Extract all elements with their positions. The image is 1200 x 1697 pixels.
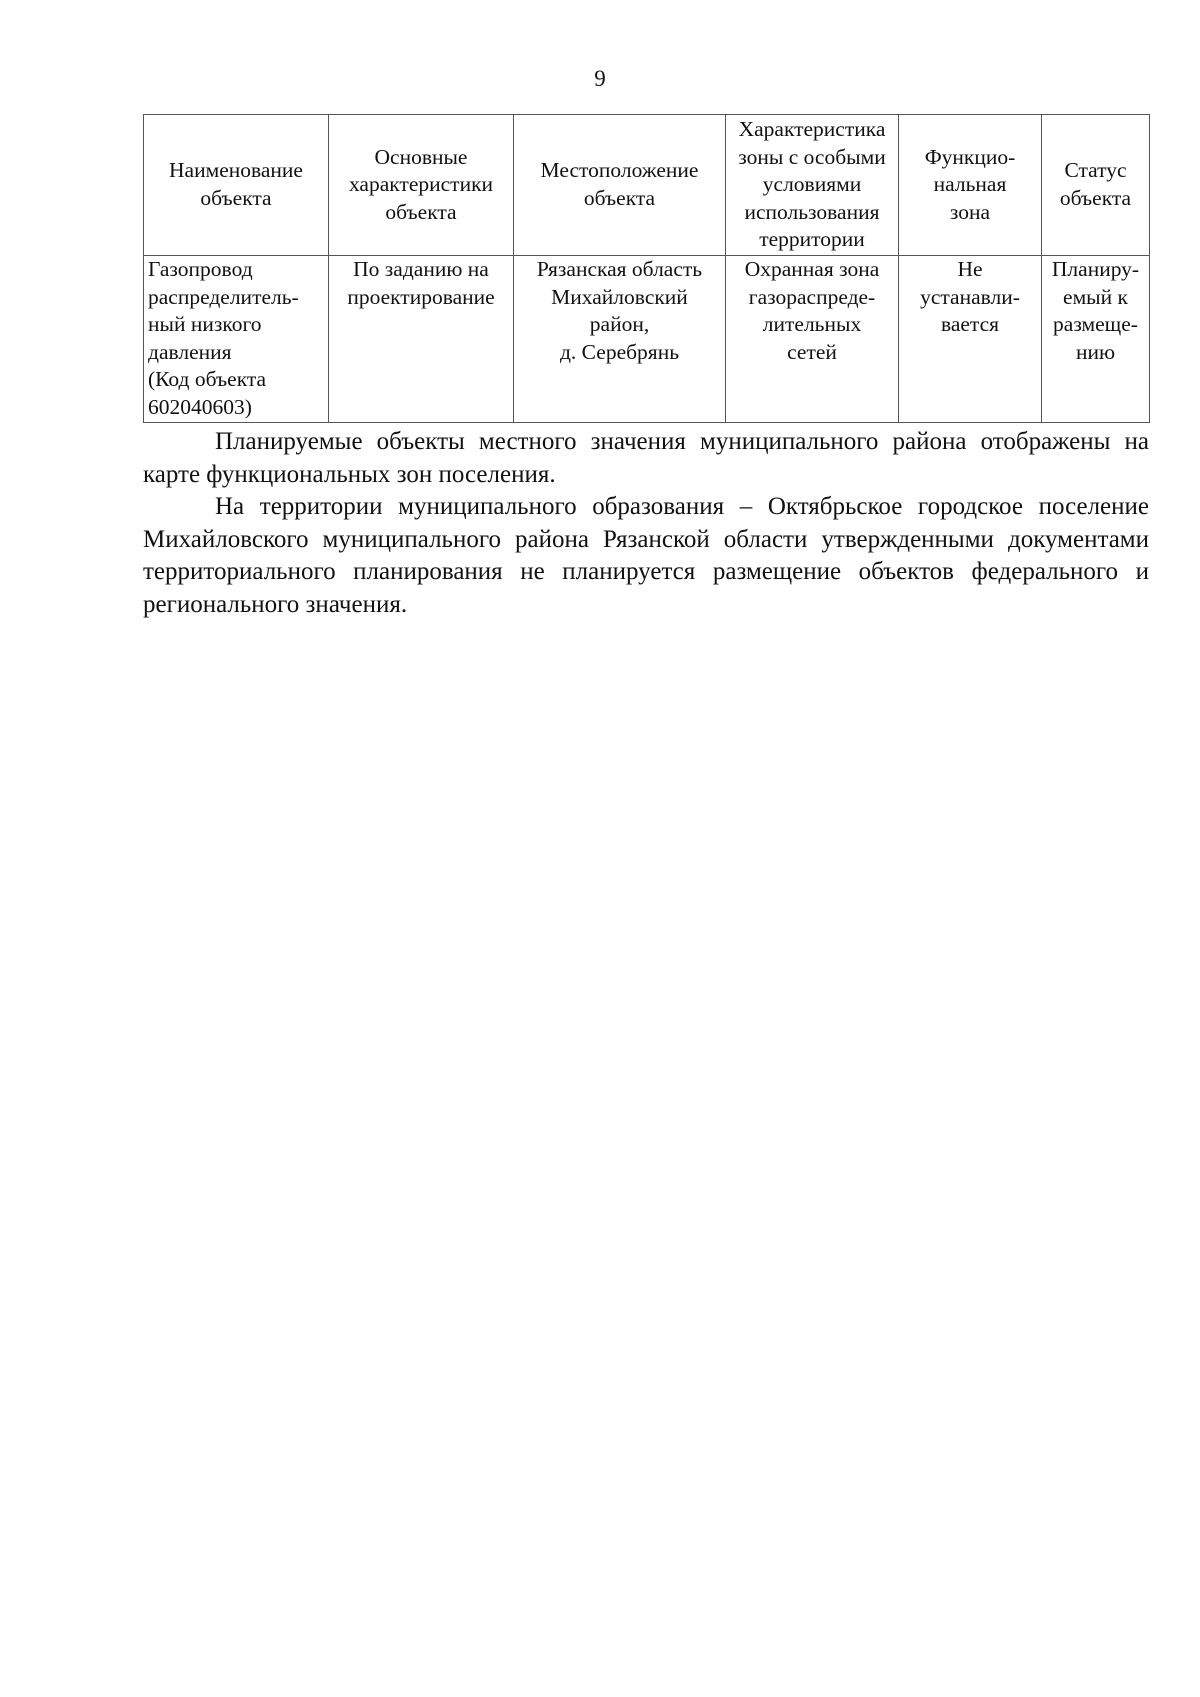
cell-functional-zone: Не устанавли- вается bbox=[899, 256, 1042, 423]
cell-main-characteristics: По заданию на проектирование bbox=[329, 256, 514, 423]
cell-location: Рязанская область Михайловский район, д. Серебрянь bbox=[514, 256, 726, 423]
paragraph-planned-objects: Планируемые объекты местного значения муниципального района отображены на карте функциональных зон поселения. bbox=[143, 428, 1149, 488]
planned-objects-table bbox=[143, 114, 1150, 423]
header-main-characteristics: Основные характеристики объекта bbox=[329, 115, 514, 256]
header-zone-characteristic: Характеристика зоны с особыми условиями использования территории bbox=[726, 115, 899, 256]
header-functional-zone: Функцио- нальная зона bbox=[899, 115, 1042, 256]
table-row bbox=[144, 256, 1150, 423]
header-object-status: Статус объекта bbox=[1042, 115, 1150, 256]
table-header-row bbox=[144, 115, 1150, 256]
cell-zone-characteristic: Охранная зона газораспреде- лительных сетей bbox=[726, 256, 899, 423]
header-object-name: Наименование объекта bbox=[144, 115, 329, 256]
page-number: 9 bbox=[594, 66, 606, 91]
paragraph-territory-planning: На территории муниципального образования – Октябрьское городское поселение Михайловского муниципального района Рязанской области утвержденными документами территориального планирования не планируется размещение объектов федерального и регионального значения. bbox=[143, 493, 1149, 618]
cell-object-name: Газопровод распределитель- ный низкого давления (Код объекта 602040603) bbox=[144, 256, 329, 423]
cell-object-status: Планиру- емый к размеще- нию bbox=[1042, 256, 1150, 423]
header-location: Местоположение объекта bbox=[514, 115, 726, 256]
